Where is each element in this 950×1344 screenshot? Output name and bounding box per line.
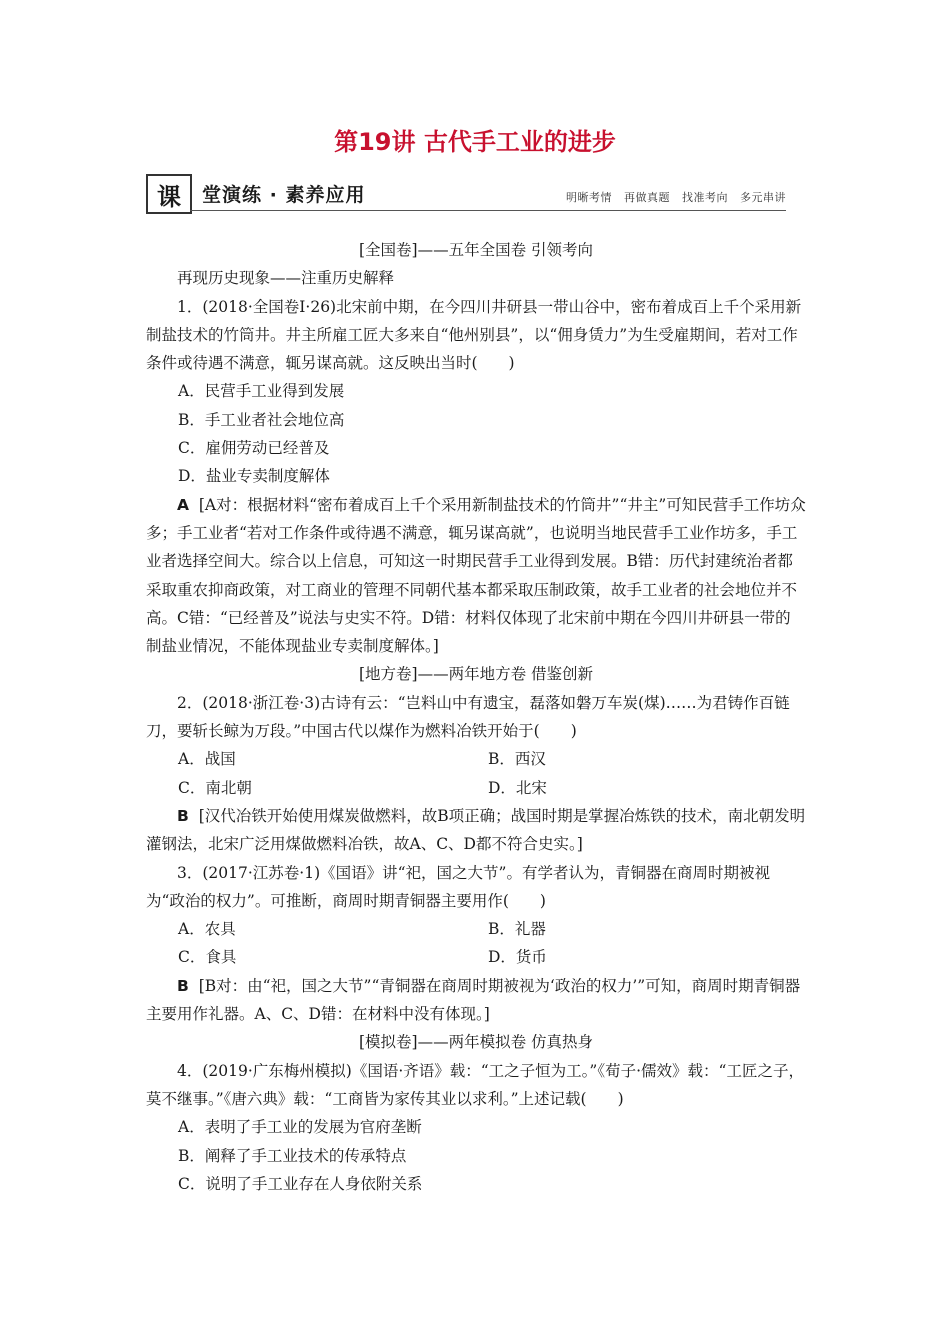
question-2-explanation: [汉代冶铁开始使用煤炭做燃料，故B项正确；战国时期是掌握冶炼铁的技术，南北朝发明灌钢法，北宋广泛用煤做燃料冶铁，故A、C、D都不符合史实。] <box>146 806 806 854</box>
question-3-explanation: [B对：由“祀，国之大节”“青铜器在商周时期被视为‘政治的权力’”可知，商周时期青铜器主要用作礼器。A、C、D错：在材料中没有体现。] <box>146 976 801 1024</box>
question-1-explanation: [A对：根据材料“密布着成百上千个采用新制盐技术的竹筒井”“井主”可知民营手工作坊众多；手工业者“若对工作条件或待遇不满意，辄另谋高就”，也说明当地民营手工业作坊多，手工业者选择空间大。综合以上信息，可知这一时期民营手工业得到发展。B错：历代封建统治者都采取重农抑商政策，对工商业的管理不同朝代基本都采取压制政策，故手工业者的社会地位并不高。C错：“已经普及”说法与史实不符。D错：材料仅体现了北宋前中期在今四川井研县一带的制盐业情况，不能体现盐业专卖制度解体。] <box>146 495 806 656</box>
document-body <box>146 236 806 1198</box>
question-2-option-a: A．战国 <box>178 750 236 769</box>
banner-divider <box>190 210 786 211</box>
section-banner <box>146 174 786 212</box>
question-4-option-a: A．表明了手工业的发展为官府垄断 <box>178 1118 422 1137</box>
question-2-stem: 2．(2018·浙江卷·3)古诗有云：“岂料山中有遗宝，磊落如磐万车炭(煤)……为君铸作百链刀，要斩长鲸为万段。”中国古代以煤作为燃料冶铁开始于( ) <box>146 693 790 741</box>
question-1-option-b: B．手工业者社会地位高 <box>178 410 345 429</box>
question-4-option-b: B．阐释了手工业技术的传承特点 <box>178 1146 407 1165</box>
question-2-answer-block <box>146 802 806 859</box>
question-2-option-d: D．北宋 <box>488 778 547 797</box>
section-heading-national: [全国卷]——五年全国卷 引领考向 <box>358 241 594 259</box>
section-heading-mock: [模拟卷]——两年模拟卷 仿真热身 <box>358 1033 594 1052</box>
question-1-answer-block <box>146 491 806 661</box>
question-1-option-d: D．盐业专卖制度解体 <box>178 467 330 486</box>
question-2-options-row-2 <box>146 774 806 802</box>
question-3-options-row-2 <box>146 943 806 971</box>
page-title: 第19讲 古代手工业的进步 <box>334 128 616 156</box>
banner-tags: 明晰考情 再做真题 找准考向 多元串讲 <box>566 191 786 204</box>
question-2-answer: B <box>177 806 189 825</box>
question-3-option-c: C．食具 <box>178 948 237 967</box>
question-3-option-a: A．农具 <box>178 920 236 939</box>
question-1-option-a: A．民营手工业得到发展 <box>178 382 345 401</box>
question-3-option-d: D．货币 <box>488 948 547 967</box>
banner-box-char: 课 <box>146 174 192 214</box>
question-1-answer: A <box>177 495 189 514</box>
question-1-stem: 1．(2018·全国卷Ⅰ·26)北宋前中期，在今四川井研县一带山谷中，密布着成百上千个采用新制盐技术的竹筒井。井主所雇工匠大多来自“他州别县”，以“佣身赁力”为生受雇期间，若对工作条件或待遇不满意，辄另谋高就。这反映出当时( ) <box>146 297 802 373</box>
question-3-answer-block <box>146 972 806 1029</box>
question-1-option-c: C．雇佣劳动已经普及 <box>178 439 330 458</box>
question-4-stem: 4．(2019·广东梅州模拟)《国语·齐语》载：“工之子恒为工。”《荀子·儒效》载：“工匠之子，莫不继事。”《唐六典》载：“工商皆为家传其业以求利。”上述记载( ) <box>146 1061 804 1108</box>
section-subheading: 再现历史现象——注重历史解释 <box>177 269 395 288</box>
question-3-options-row-1 <box>146 915 806 943</box>
question-2-option-b: B．西汉 <box>488 750 546 769</box>
banner-title: 堂演练 · 素养应用 <box>202 184 366 206</box>
question-2-options-row-1 <box>146 745 806 773</box>
question-2-option-c: C．南北朝 <box>178 778 252 797</box>
question-3-answer: B <box>177 976 189 995</box>
question-4-option-c: C．说明了手工业存在人身依附关系 <box>178 1174 423 1193</box>
section-heading-local: [地方卷]——两年地方卷 借鉴创新 <box>358 665 594 684</box>
question-3-stem: 3．(2017·江苏卷·1)《国语》讲“祀，国之大节”。有学者认为，青铜器在商周时期被视为“政治的权力”。可推断，商周时期青铜器主要用作( ) <box>146 863 770 910</box>
question-3-option-b: B．礼器 <box>488 920 546 939</box>
